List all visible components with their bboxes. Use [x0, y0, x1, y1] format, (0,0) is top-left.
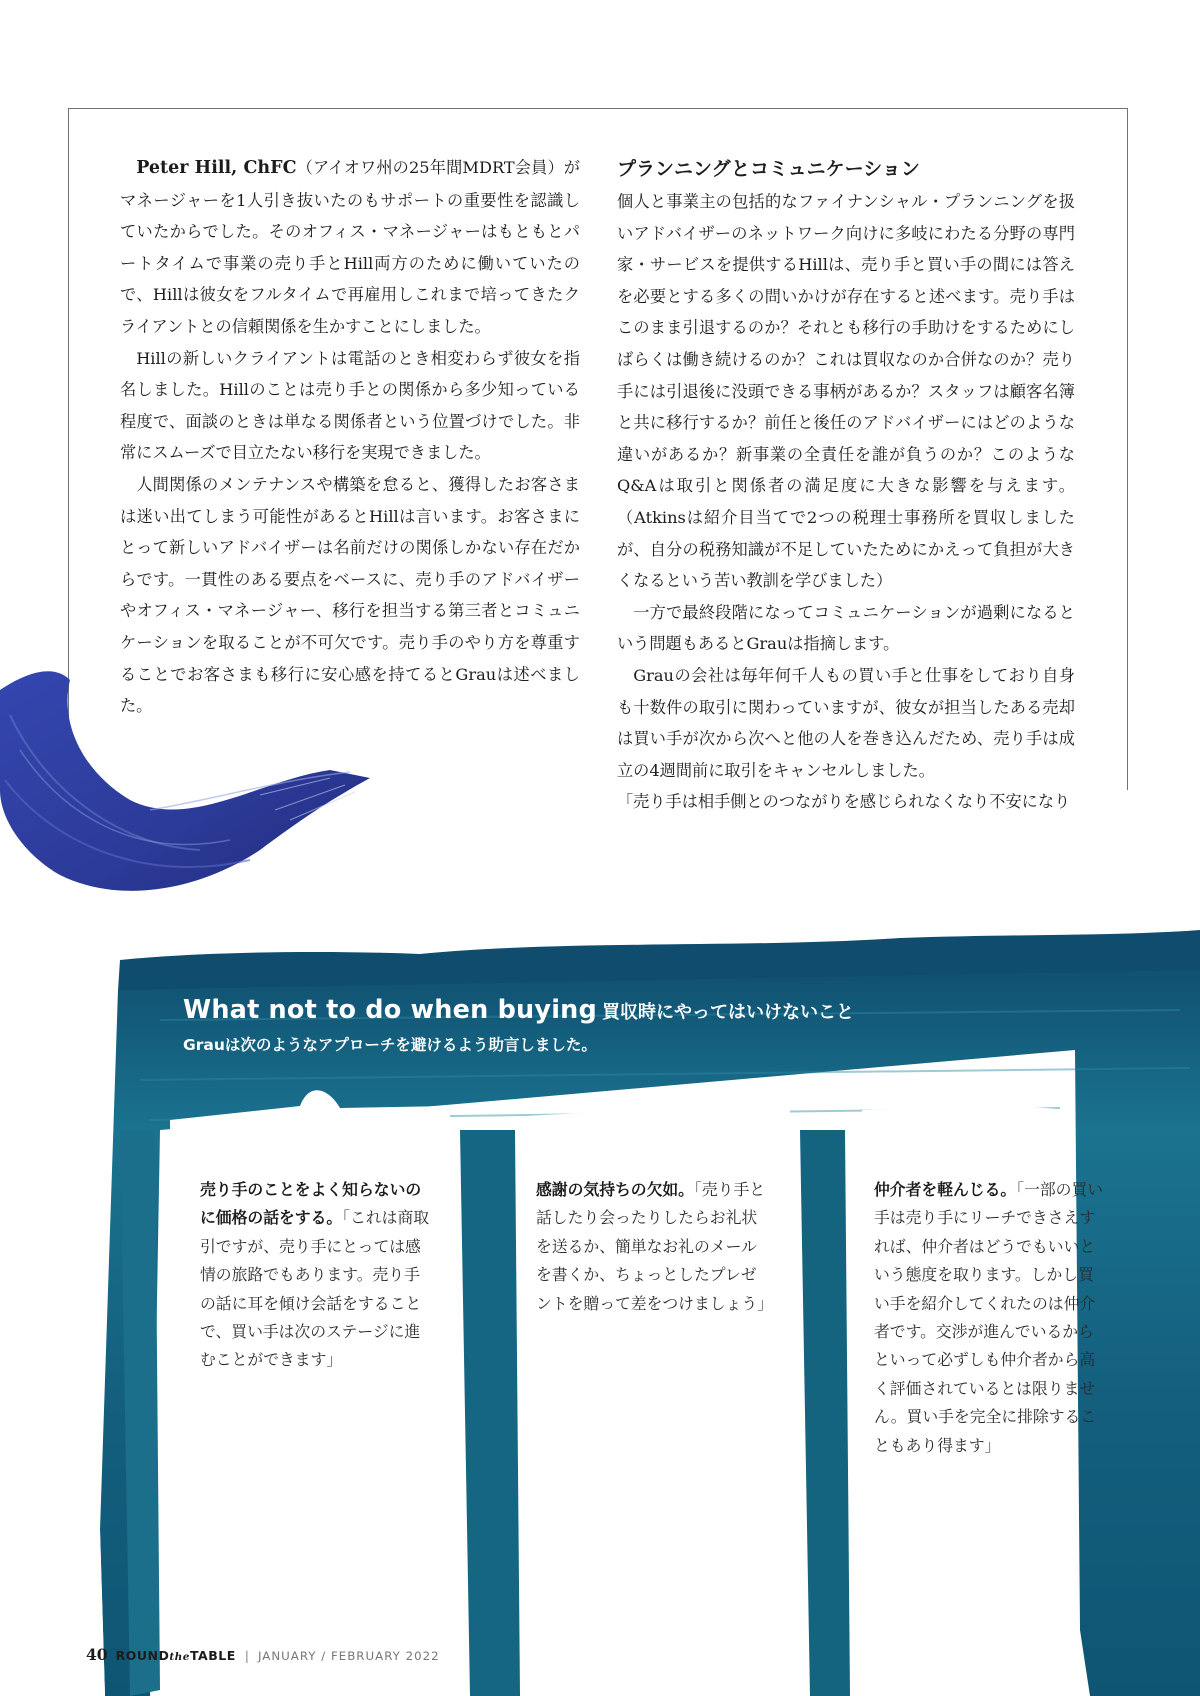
sidebar-title-jp: 買収時にやってはいけないこと — [602, 1002, 855, 1023]
lead-name: Peter Hill, ChFC — [136, 158, 297, 178]
tip-card — [536, 1176, 773, 1318]
paragraph-text: （アイオワ州の25年間MDRT会員）がマネージャーを1人引き抜いたのもサポートの重要性を認識していたからでした。そのオフィス・マネージャーはもともとパートタイムで事業の売り手とHill両方のために働いていたので、Hillは彼女をフルタイムで再雇用しこれまで培ってきたクライアントとの信頼関係を生かすことにしました。 — [120, 158, 580, 336]
paragraph: Hillの新しいクライアントは電話のとき相変わらず彼女を指名しました。Hillのことは売り手との関係から多少知っている程度で、面談のときは単なる関係者という位置づけでした。非常にスムーズで目立たない移行を実現できました。 — [120, 348, 580, 463]
paragraph — [120, 152, 580, 343]
footer-separator: | — [244, 1648, 249, 1663]
paragraph: 個人と事業主の包括的なファイナンシャル・プランニングを扱いアドバイザーのネットワーク向けに多岐にわたる分野の専門家・サービスを提供するHillは、売り手と買い手の間には答えを必要とする多くの問いかけが存在すると述べます。売り手はこのまま引退するのか？それとも移行の手助けをするためにしばらくは働き続けるのか？これは買収なのか合併なのか？売り手には引退後に没頭できる事柄があるか？スタッフは顧客名簿と共に移行するか？前任と後任のアドバイザーにはどのような違いがあるか？新事業の全責任を誰が負うのか？このようなQ&Aは取引と関係者の満足度に大きな影響を与えます。（Atkinsは紹介目当てで2つの税理士事務所を買収しましたが、自分の税務知識が不足していたためにかえって負担が大きくなるという苦い教訓を学びました） — [617, 192, 1075, 591]
paragraph: 「売り手は相手側とのつながりを感じられなくなり不安になり — [617, 792, 1071, 812]
sidebar-subtitle: Grauは次のようなアプローチを避けるよう助言しました。 — [183, 1036, 597, 1054]
page-number: 40 — [86, 1645, 108, 1664]
tip-card — [874, 1176, 1106, 1460]
tip-lead: 感謝の気持ちの欠如。 — [536, 1180, 694, 1199]
tip-body: 「売り手と話したり会ったりしたらお礼状を送るか、簡単なお礼のメールを書くか、ちょっとしたプレゼントを贈って差をつけましょう」 — [536, 1180, 773, 1313]
blue-brush-stroke — [0, 660, 380, 920]
section-heading: プランニングとコミュニケーション — [617, 158, 920, 180]
paragraph: Grauの会社は毎年何千人もの買い手と仕事をしており自身も十数件の取引に関わっていますが、彼女が担当したある売却は買い手が次から次へと他の人を巻き込んだため、売り手は成立の4週間前に取引をキャンセルしました。 — [617, 665, 1075, 780]
issue-date: JANUARY / FEBRUARY 2022 — [257, 1649, 440, 1663]
tip-card — [200, 1176, 432, 1375]
sidebar-title-en: What not to do when buying — [183, 995, 597, 1025]
magazine-table: TABLE — [190, 1648, 236, 1663]
right-column — [617, 152, 1075, 818]
tip-lead: 仲介者を軽んじる。 — [874, 1180, 1017, 1199]
paragraph: 一方で最終段階になってコミュニケーションが過剰になるという問題もあるとGrauは指摘します。 — [617, 602, 1075, 654]
paragraph: 人間関係のメンテナンスや構築を怠ると、獲得したお客さまは迷い出てしまう可能性があるとHillは言います。お客さまにとって新しいアドバイザーは名前だけの関係しかない存在だからです。一貫性のある要点をベースに、売り手のアドバイザーやオフィス・マネージャー、移行を担当する第三者とコミュニケーションを取ることが不可欠です。売り手のやり方を尊重することでお客さまも移行に安心感を持てるとGrauは述べました。 — [120, 474, 580, 716]
tip-body: 「これは商取引ですが、売り手にとっては感情の旅路でもあります。売り手の話に耳を傾け会話をすることで、買い手は次のステージに進むことができます」 — [200, 1208, 430, 1370]
magazine-name — [116, 1648, 236, 1663]
left-column — [120, 152, 580, 722]
page-footer — [86, 1645, 440, 1664]
tip-body: 「一部の買い手は売り手にリーチできさえすれば、仲介者はどうでもいいという態度を取ります。しかし買い手を紹介してくれたのは仲介者です。交渉が進んでいるからといって必ずしも仲介者から高く評価されているとは限りません。買い手を完全に排除することもあり得ます」 — [874, 1180, 1104, 1455]
magazine-round: ROUND — [115, 1648, 170, 1663]
tip-lead: 売り手のことをよく知らないのに価格の話をする。 — [200, 1180, 422, 1228]
magazine-the: the — [169, 1651, 190, 1663]
sidebar-title — [183, 995, 854, 1025]
